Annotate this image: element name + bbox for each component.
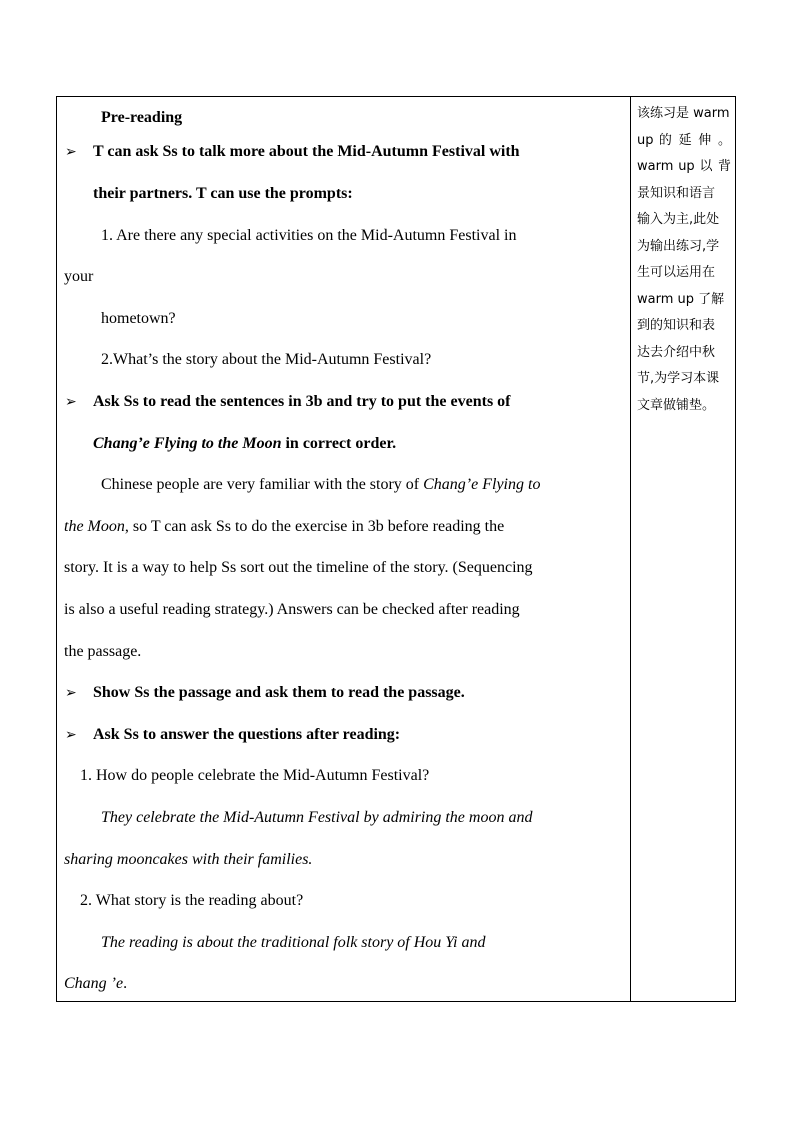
note-line: 文章做铺垫。 xyxy=(637,398,716,413)
note-line: warm up 了解 xyxy=(637,292,725,307)
bullet2-line2: Chang’e Flying to the Moon in correct order. xyxy=(93,435,397,452)
bullet4: Ask Ss to answer the questions after reading: xyxy=(93,726,401,743)
para-line3: story. It is a way to help Ss sort out the timeline of the story. (Sequencing xyxy=(64,559,533,576)
note-line: 景知识和语言 xyxy=(637,186,716,201)
arrow-bullet-icon: ➢ xyxy=(65,394,77,410)
note-line: warm up 以 背 xyxy=(637,159,731,174)
note-line: 输入为主,此处 xyxy=(637,212,720,227)
answer1-line2: sharing mooncakes with their families. xyxy=(64,851,313,868)
question2: 2. What story is the reading about? xyxy=(80,892,304,909)
arrow-bullet-icon: ➢ xyxy=(65,685,77,701)
note-line: up 的 延 伸 。 xyxy=(637,133,731,148)
note-line: 到的知识和表 xyxy=(637,318,716,333)
section-heading: Pre-reading xyxy=(101,109,183,126)
lesson-table xyxy=(56,96,736,1002)
answer1-line1: They celebrate the Mid-Autumn Festival by admiring the moon and xyxy=(101,809,533,826)
lesson-content-cell xyxy=(57,97,630,1001)
prompt1-line2: your xyxy=(64,268,94,285)
bullet1-line1: T can ask Ss to talk more about the Mid-Autumn Festival with xyxy=(93,143,520,160)
para-line1: Chinese people are very familiar with the story of Chang’e Flying to xyxy=(101,476,541,493)
story-title: Chang’e Flying to xyxy=(423,476,541,493)
note-line: 为输出练习,学 xyxy=(637,239,720,254)
note-line: 达去介绍中秋 xyxy=(637,345,716,360)
prompt1-line3: hometown? xyxy=(101,310,176,327)
teacher-note-cell xyxy=(631,97,737,1001)
bullet1-line2: their partners. T can use the prompts: xyxy=(93,185,353,202)
para-line5: the passage. xyxy=(64,643,142,660)
prompt2: 2.What’s the story about the Mid-Autumn Festival? xyxy=(101,351,432,368)
note-line: 生可以运用在 xyxy=(637,265,716,280)
answer2-line1: The reading is about the traditional folk story of Hou Yi and xyxy=(101,934,486,951)
question1: 1. How do people celebrate the Mid-Autumn Festival? xyxy=(80,767,430,784)
story-title: the Moon xyxy=(64,518,125,535)
note-line: 节,为学习本课 xyxy=(637,371,720,386)
story-title: Chang’e Flying to the Moon xyxy=(93,435,282,452)
note-line: 该练习是 warm xyxy=(637,106,730,121)
arrow-bullet-icon: ➢ xyxy=(65,727,77,743)
arrow-bullet-icon: ➢ xyxy=(65,144,77,160)
prompt1-line1: 1. Are there any special activities on the Mid-Autumn Festival in xyxy=(101,227,517,244)
para-line2: the Moon, so T can ask Ss to do the exercise in 3b before reading the xyxy=(64,518,505,535)
answer2-line2: Chang ’e. xyxy=(64,975,128,992)
bullet2-line1: Ask Ss to read the sentences in 3b and try to put the events of xyxy=(93,393,511,410)
bullet3: Show Ss the passage and ask them to read the passage. xyxy=(93,684,465,701)
para-line4: is also a useful reading strategy.) Answers can be checked after reading xyxy=(64,601,520,618)
